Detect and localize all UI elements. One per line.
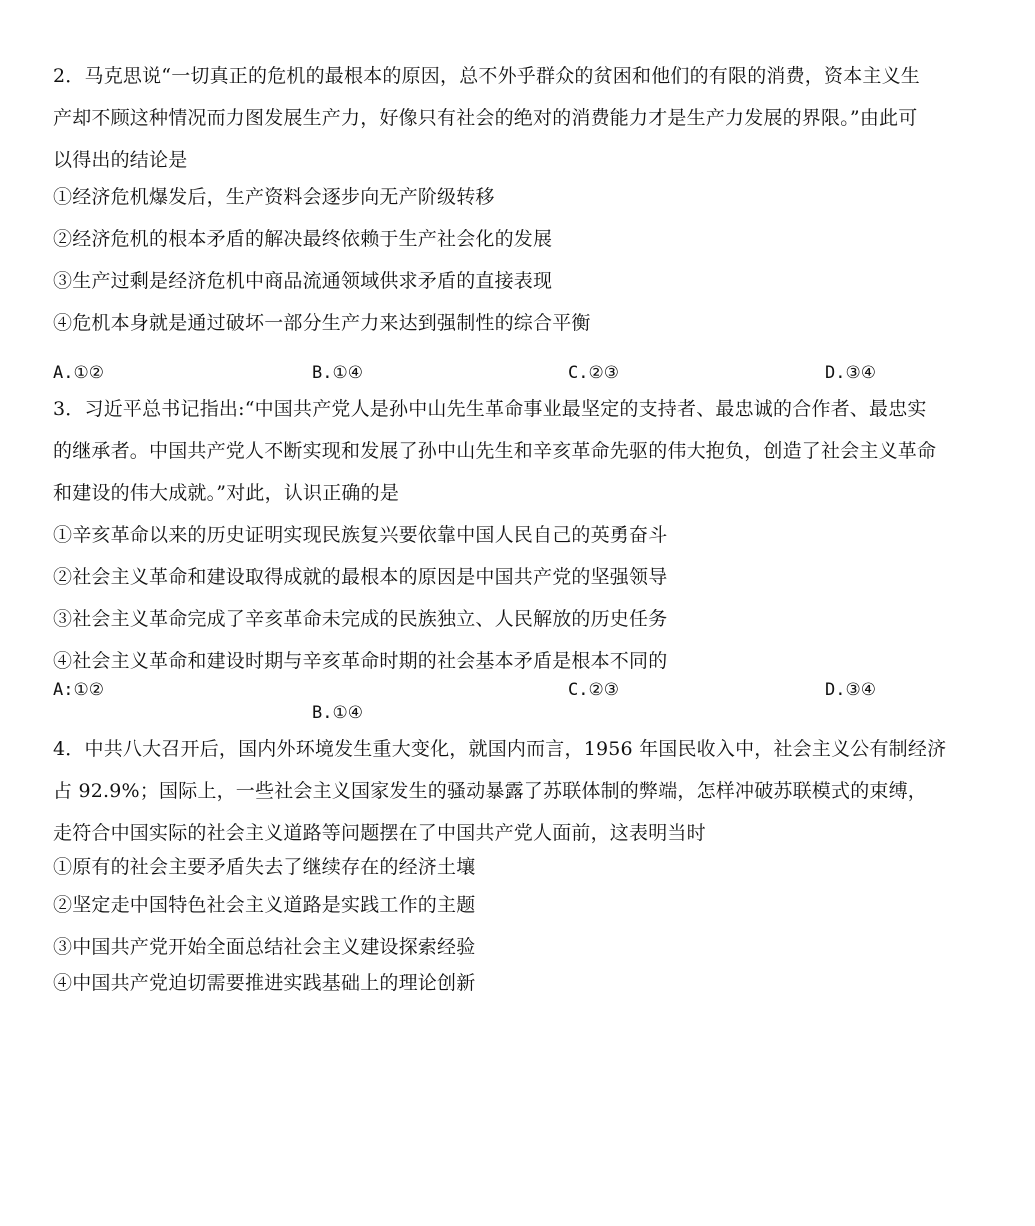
question-2-option-1: ①经济危机爆发后，生产资料会逐步向无产阶级转移 <box>53 186 495 208</box>
question-2-option-2: ②经济危机的根本矛盾的解决最终依赖于生产社会化的发展 <box>53 228 553 250</box>
question-2-choice-b: B.①④ <box>312 363 363 383</box>
question-4-stem-line-1: 4．中共八大召开后，国内外环境发生重大变化，就国内而言，1956 年国民收入中，社会主义公有制经济 <box>53 738 947 760</box>
question-3-choice-a: A:①② <box>53 680 104 700</box>
question-3-stem-line-2: 的继承者。中国共产党人不断实现和发展了孙中山先生和辛亥革命先驱的伟大抱负，创造了社会主义革命 <box>53 440 937 462</box>
question-3-option-4: ④社会主义革命和建设时期与辛亥革命时期的社会基本矛盾是根本不同的 <box>53 650 668 672</box>
question-3-choice-d: D.③④ <box>825 680 876 700</box>
question-2-option-3: ③生产过剩是经济危机中商品流通领域供求矛盾的直接表现 <box>53 270 553 292</box>
question-2-stem-line-2: 产却不顾这种情况而力图发展生产力，好像只有社会的绝对的消费能力才是生产力发展的界限。”由此可 <box>53 107 918 129</box>
question-3-choice-c: C.②③ <box>568 680 619 700</box>
question-2-choice-d: D.③④ <box>825 363 876 383</box>
question-4-option-4: ④中国共产党迫切需要推进实践基础上的理论创新 <box>53 972 476 994</box>
question-2-choice-a: A.①② <box>53 363 104 383</box>
question-4-stem-line-3: 走符合中国实际的社会主义道路等问题摆在了中国共产党人面前，这表明当时 <box>53 822 706 844</box>
question-4-option-3: ③中国共产党开始全面总结社会主义建设探索经验 <box>53 936 476 958</box>
question-3-option-1: ①辛亥革命以来的历史证明实现民族复兴要依靠中国人民自己的英勇奋斗 <box>53 524 668 546</box>
question-3-stem-line-3: 和建设的伟大成就。”对此，认识正确的是 <box>53 482 400 504</box>
question-2-stem-line-1: 2．马克思说“一切真正的危机的最根本的原因，总不外乎群众的贫困和他们的有限的消费，资本主义生 <box>53 65 921 87</box>
question-3-stem-line-1: 3．习近平总书记指出:“中国共产党人是孙中山先生革命事业最坚定的支持者、最忠诚的合作者、最忠实 <box>53 398 927 420</box>
question-2-stem-line-3: 以得出的结论是 <box>53 149 188 171</box>
question-4-option-1: ①原有的社会主要矛盾失去了继续存在的经济土壤 <box>53 856 476 878</box>
question-3-option-3: ③社会主义革命完成了辛亥革命未完成的民族独立、人民解放的历史任务 <box>53 608 668 630</box>
question-3-option-2: ②社会主义革命和建设取得成就的最根本的原因是中国共产党的坚强领导 <box>53 566 668 588</box>
question-3-choice-b: B.①④ <box>312 703 363 723</box>
question-4-option-2: ②坚定走中国特色社会主义道路是实践工作的主题 <box>53 894 476 916</box>
question-2-option-4: ④危机本身就是通过破坏一部分生产力来达到强制性的综合平衡 <box>53 312 591 334</box>
question-2-choice-c: C.②③ <box>568 363 619 383</box>
question-4-stem-line-2: 占 92.9%；国际上，一些社会主义国家发生的骚动暴露了苏联体制的弊端，怎样冲破苏联模式的束缚， <box>53 780 928 802</box>
